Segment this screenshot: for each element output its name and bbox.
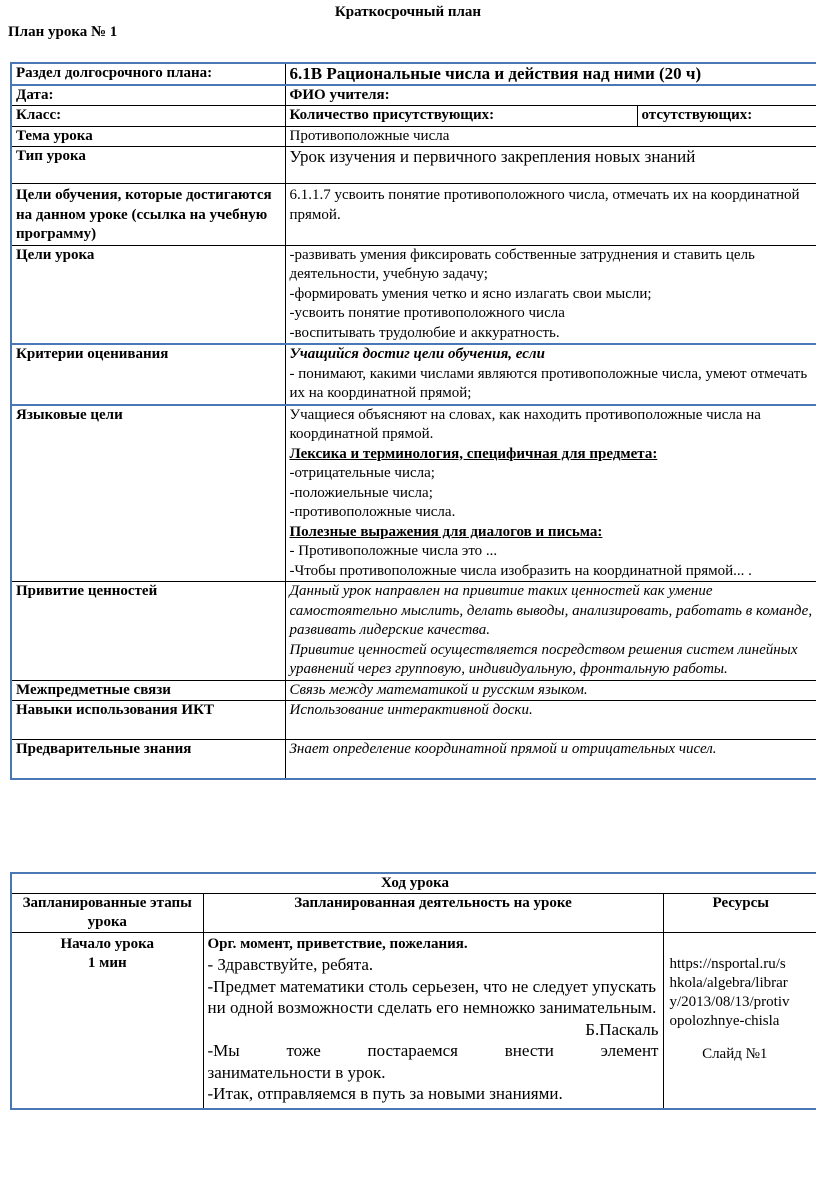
prior-knowledge-label: Предварительные знания — [11, 740, 285, 780]
language-label: Языковые цели — [11, 405, 285, 582]
word: элемент — [600, 1041, 659, 1060]
activity-quote: -Предмет математики столь серьезен, что не следует упускать ни одной возможности сделать его немножко занимательным. — [207, 976, 657, 1017]
objectives-label: Цели обучения, которые достигаются на данном уроке (ссылка на учебную программу) — [11, 184, 285, 246]
stage-cell — [11, 933, 203, 1109]
activity-title: Орг. момент, приветствие, пожелания. — [207, 936, 468, 952]
criteria-title: Учащийся достиг цели обучения, если — [289, 346, 545, 362]
stage-time: 1 мин — [87, 955, 127, 971]
ict-value: Использование интерактивной доски. — [285, 701, 816, 740]
col-activity-header: Запланированная деятельность на уроке — [203, 894, 663, 933]
language-cell — [285, 405, 816, 582]
word: тоже — [286, 1041, 321, 1060]
goal-item: -развивать умения фиксировать собственные затруднения и ставить цель деятельности, учебную задачу; — [289, 246, 755, 282]
stage-name: Начало урока — [60, 936, 155, 952]
activity-closing: -Итак, отправляемся в путь за новыми знаниями. — [207, 1084, 563, 1103]
type-value: Урок изучения и первичного закрепления новых знаний — [285, 147, 816, 184]
phrases-title: Полезные выражения для диалогов и письма: — [289, 523, 603, 540]
date-label: Дата: — [11, 85, 285, 106]
prior-knowledge-value: Знает определение координатной прямой и отрицательных чисел. — [285, 740, 816, 780]
type-label: Тип урока — [11, 147, 285, 184]
col-stages-header: Запланированные этапы урока — [11, 894, 203, 933]
ict-label: Навыки использования ИКТ — [11, 701, 285, 740]
lesson-course-table — [10, 872, 816, 1110]
present-label: Количество присутствующих: — [285, 106, 637, 127]
resources-cell — [663, 933, 816, 1109]
class-label: Класс: — [11, 106, 285, 127]
objectives-value: 6.1.1.7 усвоить понятие противоположного числа, отмечать их на координатной прямой. — [285, 184, 816, 246]
topic-value: Противоположные числа — [285, 126, 816, 147]
lesson-plan-table — [10, 62, 816, 780]
vocab-title: Лексика и терминология, специфичная для предмета: — [289, 445, 658, 462]
goal-item: -усвоить понятие противоположного числа — [289, 305, 565, 321]
values-text: Данный урок направлен на привитие таких ценностей как умение самостоятельно мыслить, делать выводы, анализировать, работать в команде, развивать лидерские качества. — [289, 583, 813, 638]
resource-link[interactable]: y/2013/08/13/protiv — [669, 994, 790, 1010]
word: -Мы — [207, 1041, 240, 1060]
values-text: Привитие ценностей осуществляется посредством решения систем линейных уравнений через групповую, индивидуальную, фронтальную работы. — [289, 641, 798, 677]
goals-list — [285, 245, 816, 344]
resource-link[interactable]: hkola/algebra/librar — [669, 975, 788, 991]
col-resources-header: Ресурсы — [663, 894, 816, 933]
goals-label: Цели урока — [11, 245, 285, 344]
goal-item: -формировать умения четко и ясно излагать свои мысли; — [289, 285, 652, 302]
lesson-number: План урока № 1 — [8, 24, 118, 40]
activity-cell — [203, 933, 663, 1109]
goal-item: -воспитывать трудолюбие и аккуратность. — [289, 324, 560, 341]
quote-author: Б.Паскаль — [585, 1019, 659, 1039]
resource-link[interactable]: opolozhnye-chisla — [669, 1013, 780, 1029]
phrase-item: -Чтобы противоположные числа изобразить на координатной прямой... . — [289, 562, 752, 579]
section-label: Раздел долгосрочного плана: — [11, 63, 285, 85]
activity-line-justified — [208, 1040, 659, 1062]
criteria-label: Критерии оценивания — [11, 344, 285, 405]
activity-greeting: - Здравствуйте, ребята. — [207, 955, 374, 974]
cross-curricular-label: Межпредметные связи — [11, 680, 285, 701]
teacher-label: ФИО учителя: — [285, 85, 816, 106]
phrase-item: - Противоположные числа это ... — [289, 543, 498, 559]
language-intro: Учащиеся объясняют на словах, как находить противоположные числа на координатной прямой. — [289, 406, 761, 442]
cross-curricular-value: Связь между математикой и русским языком. — [285, 680, 816, 701]
topic-label: Тема урока — [11, 126, 285, 147]
word: внести — [504, 1041, 554, 1060]
word: постараемся — [367, 1041, 458, 1060]
values-label: Привитие ценностей — [11, 582, 285, 681]
vocab-item: -противоположные числа. — [289, 504, 456, 520]
vocab-item: -отрицательные числа; — [289, 465, 435, 481]
resource-link[interactable]: https://nsportal.ru/s — [669, 956, 786, 972]
resource-slide: Слайд №1 — [702, 1046, 768, 1062]
absent-label: отсутствующих: — [637, 106, 816, 127]
activity-line-rest: занимательности в урок. — [207, 1062, 386, 1082]
section-value: 6.1В Рациональные числа и действия над ними (20 ч) — [285, 63, 816, 85]
criteria-cell — [285, 344, 816, 405]
values-cell — [285, 582, 816, 681]
criteria-text: - понимают, какими числами являются противоположные числа, умеют отмечать их на координатной прямой; — [289, 365, 808, 401]
course-title: Ход урока — [11, 873, 816, 894]
document-title: Краткосрочный план — [334, 4, 482, 20]
vocab-item: -положиельные числа; — [289, 484, 433, 501]
